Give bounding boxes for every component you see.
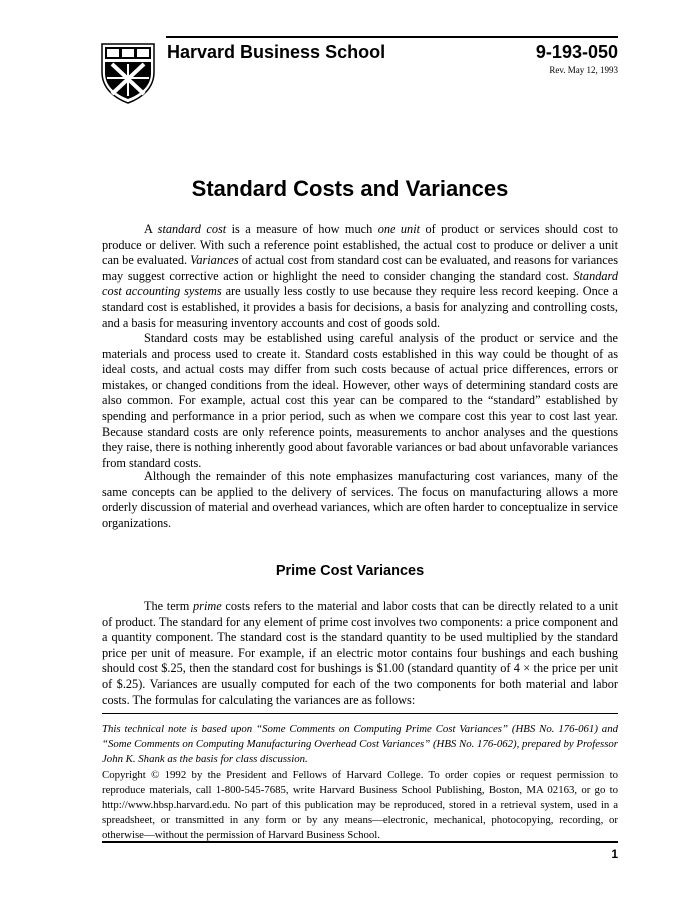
footnote: This technical note is based upon “Some Comments on Computing Prime Cost Variances” (HBS No. 176-061) and “Some Comments on Computing Manufacturing Overhead Cost Variances” (HBS No. 176-062), prepared by Professor John K. Shank as the basis for class discussion.: [102, 723, 618, 765]
section-heading: Prime Cost Variances: [275, 563, 425, 579]
emphasis-standard-cost: standard cost: [157, 222, 227, 236]
revision-date: Rev. May 12, 1993: [549, 65, 618, 75]
header-rule: [166, 36, 618, 38]
document-number: 9-193-050: [535, 42, 618, 62]
emphasis-variances: Variances: [190, 253, 239, 268]
emphasis-prime: prime: [193, 599, 222, 613]
page-number: 1: [611, 847, 618, 861]
school-name: Harvard Business School: [167, 42, 386, 62]
page-title: Standard Costs and Variances: [191, 176, 509, 201]
footnote-divider: [102, 713, 618, 714]
prime-cost-paragraph: The term prime costs refers to the material and labor costs that can be directly related to a unit of product. The standard for any element of prime cost involves two components: a price component and a quantity component. The standard cost is the standard quantity to be used multiplied by the standard price per unit of measure. For example, if an electric motor contains four bushings and each bushing should cost $.25, then the standard cost for bushings is $1.00 (standard quantity of 4 × the price per unit of $.25). Variances are usually computed for each of the two components for both material and labor costs. The formulas for calculating the variances are as follows:: [102, 599, 618, 707]
copyright-notice: Copyright © 1992 by the President and Fellows of Harvard College. To order copies or request permission to reproduce materials, call 1-800-545-7685, write Harvard Business School Publishing, Boston, MA 02163, or go to http://www.hbsp.harvard.edu. No part of this publication may be reproduced, stored in a retrieval system, used in a spreadsheet, or transmitted in any form or by any means—electronic, mechanical, photocopying, recording, or otherwise—without the permission of Harvard Business School.: [102, 769, 618, 841]
emphasis-one-unit: one unit: [377, 222, 421, 236]
footer-rule: [102, 841, 618, 843]
emphasis-standard-cost-systems: Standard cost accounting systems: [102, 268, 618, 299]
intro-paragraph: A standard cost is a measure of how much one unit of product or services should cost to produce or deliver. With such a reference point established, the actual cost to produce or deliver a unit can be evaluated. Variances of actual cost from standard cost can be evaluated, and reasons for variances may suggest corrective action or highlight the need to consider changing the standard cost. Standard cost accounting systems are usually less costly to use because they require less record keeping. Once a standard cost is established, it provides a basis for decisions, a basis for analyzing and controlling costs, and a basis for measuring inventory accounts and cost of goods sold.: [102, 222, 619, 330]
harvard-shield-logo: [100, 42, 156, 104]
establishing-standards-paragraph: Standard costs may be established using careful analysis of the product or service and the materials and process used to create it. Standard costs established in this way could be thought of as ideal costs, and actual costs may differ from such costs because of actual price differences, errors or mistakes, or changed conditions from the ideal. However, other ways of determining standard costs are also common. For example, actual cost this year can be compared to the “standard” established by spending and performance in a prior period, such as when we compare cost this year to cost last year. Because standard costs are only reference points, measurements to anchor analyses and the questions they raise, there is nothing inherently good about favorable variances or bad about unfavorable variances from standard costs.: [102, 331, 618, 470]
manufacturing-emphasis-paragraph: Although the remainder of this note emphasizes manufacturing cost variances, many of the same concepts can be applied to the delivery of services. The focus on manufacturing allows a more orderly discussion of material and overhead variances, which are often harder to conceptualize in service organizations.: [102, 469, 618, 530]
